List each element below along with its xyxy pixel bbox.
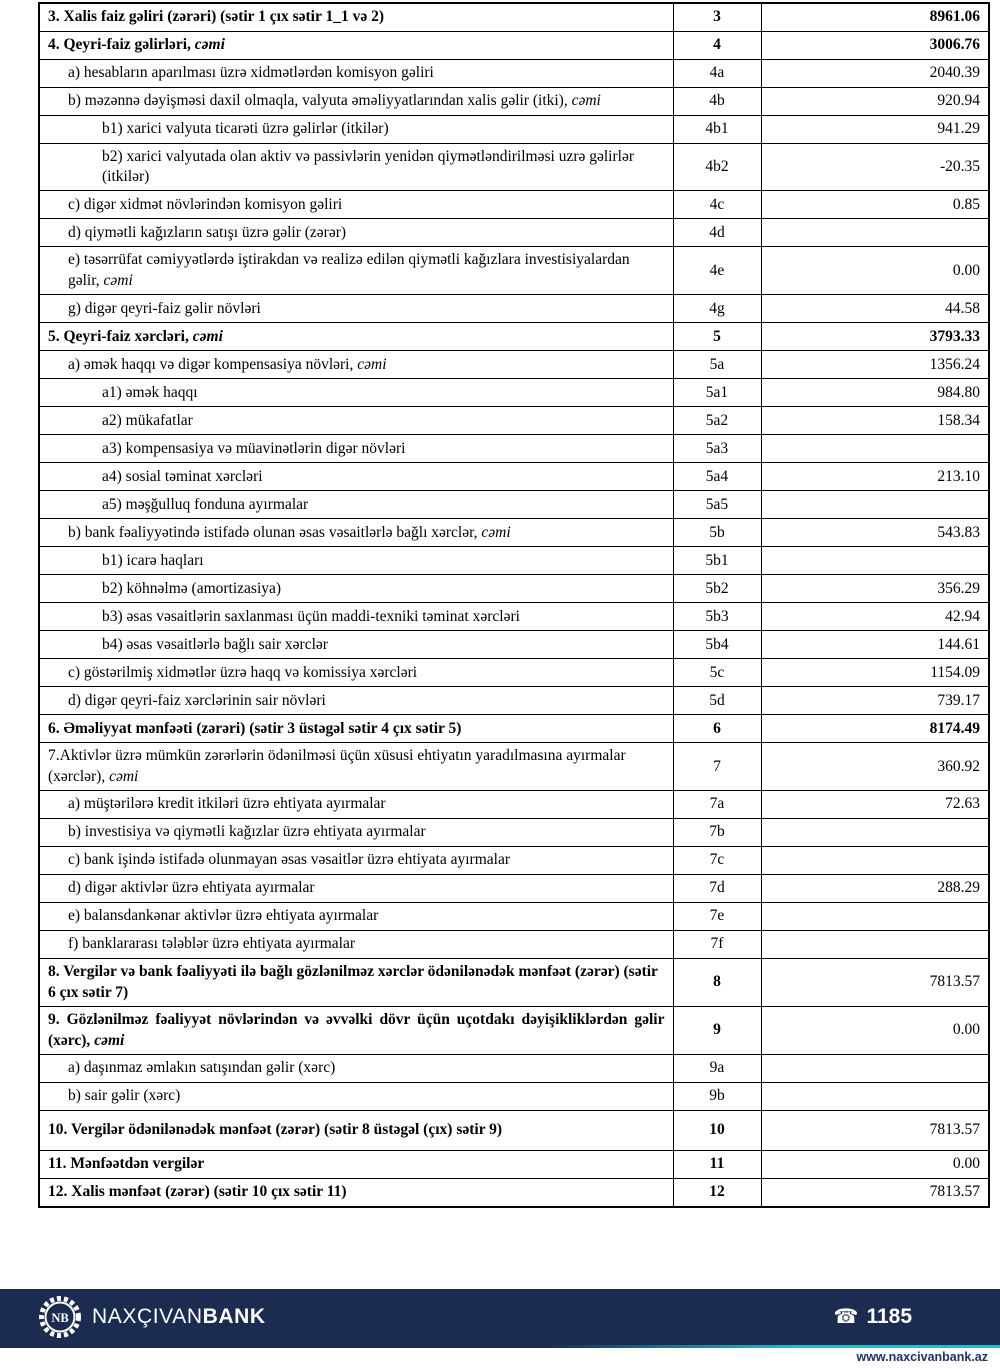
row-value: 0.00 (761, 1007, 989, 1055)
footer-bar (0, 1289, 1000, 1345)
table-row (39, 931, 989, 959)
row-value: 7813.57 (761, 1111, 989, 1151)
row-label: a) müştərilərə kredit itkiləri üzrə ehtiyata ayırmalar (39, 791, 673, 819)
bank-logo-icon (38, 1295, 82, 1339)
row-code: 5b1 (673, 547, 761, 575)
row-value: 1154.09 (761, 659, 989, 687)
row-label: d) digər qeyri-faiz xərclərinin sair növləri (39, 687, 673, 715)
row-code: 3 (673, 3, 761, 31)
row-value (761, 819, 989, 847)
row-value: 356.29 (761, 575, 989, 603)
row-value: 0.85 (761, 191, 989, 219)
table-row (39, 1111, 989, 1151)
row-value: 984.80 (761, 379, 989, 407)
row-code: 5b4 (673, 631, 761, 659)
row-code: 5 (673, 323, 761, 351)
row-code: 4b2 (673, 143, 761, 191)
row-value: 7813.57 (761, 959, 989, 1007)
row-label: c) göstərilmiş xidmətlər üzrə haqq və komissiya xərcləri (39, 659, 673, 687)
row-label: 6. Əməliyyat mənfəəti (zərəri) (sətir 3 üstəgəl sətir 4 çıx sətir 5) (39, 715, 673, 743)
row-code: 5c (673, 659, 761, 687)
table-row (39, 743, 989, 791)
row-value: -20.35 (761, 143, 989, 191)
row-label: 4. Qeyri-faiz gəlirləri, cəmi (39, 31, 673, 59)
row-value: 941.29 (761, 115, 989, 143)
row-code: 12 (673, 1179, 761, 1207)
row-code: 7c (673, 847, 761, 875)
table-row (39, 1007, 989, 1055)
row-code: 5d (673, 687, 761, 715)
row-label: g) digər qeyri-faiz gəlir növləri (39, 295, 673, 323)
table-row (39, 715, 989, 743)
row-label: d) digər aktivlər üzrə ehtiyata ayırmalar (39, 875, 673, 903)
table-row (39, 247, 989, 295)
row-value (761, 903, 989, 931)
report-table-body (39, 3, 989, 1207)
row-code: 7 (673, 743, 761, 791)
row-value (761, 1055, 989, 1083)
row-label: a) əmək haqqı və digər kompensasiya növləri, cəmi (39, 351, 673, 379)
row-value (761, 491, 989, 519)
row-value: 44.58 (761, 295, 989, 323)
row-label: a) hesabların aparılması üzrə xidmətlərdən komisyon gəliri (39, 59, 673, 87)
table-row (39, 791, 989, 819)
table-row (39, 143, 989, 191)
row-value: 3006.76 (761, 31, 989, 59)
table-row (39, 295, 989, 323)
row-label: e) balansdankənar aktivlər üzrə ehtiyata ayırmalar (39, 903, 673, 931)
row-code: 7d (673, 875, 761, 903)
row-value (761, 931, 989, 959)
row-code: 5a5 (673, 491, 761, 519)
row-label: 5. Qeyri-faiz xərcləri, cəmi (39, 323, 673, 351)
row-code: 6 (673, 715, 761, 743)
row-label: 3. Xalis faiz gəliri (zərəri) (sətir 1 çıx sətir 1_1 və 2) (39, 3, 673, 31)
row-label: 7.Aktivlər üzrə mümkün zərərlərin ödənilməsi üçün xüsusi ehtiyatın yaradılmasına ayırmalar (xərclər), cəmi (39, 743, 673, 791)
row-code: 4b1 (673, 115, 761, 143)
bank-name: NAXÇIVAN (92, 1305, 203, 1328)
row-label: b) investisiya və qiymətli kağızlar üzrə ehtiyata ayırmalar (39, 819, 673, 847)
row-code: 5b (673, 519, 761, 547)
row-code: 4e (673, 247, 761, 295)
row-label: 8. Vergilər və bank fəaliyyəti ilə bağlı gözlənilməz xərclər ödənilənədək mənfəət (zərər) (sətir 6 çıx sətir 7) (39, 959, 673, 1007)
table-row (39, 819, 989, 847)
row-label: b) sair gəlir (xərc) (39, 1083, 673, 1111)
row-code: 7e (673, 903, 761, 931)
row-code: 4c (673, 191, 761, 219)
table-row (39, 1083, 989, 1111)
row-label: 10. Vergilər ödənilənədək mənfəət (zərər) (sətir 8 üstəgəl (çıx) sətir 9) (39, 1111, 673, 1151)
table-row (39, 219, 989, 247)
row-value: 288.29 (761, 875, 989, 903)
table-row (39, 519, 989, 547)
row-code: 5a1 (673, 379, 761, 407)
row-code: 9a (673, 1055, 761, 1083)
row-label: b3) əsas vəsaitlərin saxlanması üçün maddi-texniki təminat xərcləri (39, 603, 673, 631)
row-value: 8174.49 (761, 715, 989, 743)
row-label: f) banklararası tələblər üzrə ehtiyata ayırmalar (39, 931, 673, 959)
row-label: a3) kompensasiya və müavinətlərin digər növləri (39, 435, 673, 463)
table-row (39, 875, 989, 903)
row-label: b1) xarici valyuta ticarəti üzrə gəlirlər (itkilər) (39, 115, 673, 143)
phone-icon: ☎ (833, 1306, 859, 1328)
row-label: a) daşınmaz əmlakın satışından gəlir (xərc) (39, 1055, 673, 1083)
table-row (39, 631, 989, 659)
row-value: 2040.39 (761, 59, 989, 87)
table-row (39, 847, 989, 875)
row-code: 9b (673, 1083, 761, 1111)
bank-brand (38, 1295, 266, 1339)
phone-contact (834, 1305, 912, 1329)
row-value (761, 847, 989, 875)
bank-wordmark (92, 1305, 266, 1329)
table-row (39, 903, 989, 931)
row-code: 4g (673, 295, 761, 323)
row-label: b2) köhnəlmə (amortizasiya) (39, 575, 673, 603)
accent-line (0, 1345, 1000, 1348)
row-value: 0.00 (761, 247, 989, 295)
row-label: b) bank fəaliyyətində istifadə olunan əsas vəsaitlərlə bağlı xərclər, cəmi (39, 519, 673, 547)
row-value: 144.61 (761, 631, 989, 659)
table-row (39, 59, 989, 87)
row-label: a1) əmək haqqı (39, 379, 673, 407)
row-code: 8 (673, 959, 761, 1007)
table-row (39, 491, 989, 519)
row-code: 10 (673, 1111, 761, 1151)
row-label: 11. Mənfəətdən vergilər (39, 1151, 673, 1179)
table-row (39, 31, 989, 59)
row-code: 4d (673, 219, 761, 247)
financial-report-table (38, 2, 990, 1208)
row-label: d) qiymətli kağızların satışı üzrə gəlir (zərər) (39, 219, 673, 247)
table-row (39, 687, 989, 715)
row-value (761, 1083, 989, 1111)
row-label: a2) mükafatlar (39, 407, 673, 435)
table-row (39, 323, 989, 351)
row-code: 4 (673, 31, 761, 59)
row-value: 0.00 (761, 1151, 989, 1179)
table-row (39, 379, 989, 407)
row-value: 739.17 (761, 687, 989, 715)
table-row (39, 115, 989, 143)
row-label: a4) sosial təminat xərcləri (39, 463, 673, 491)
table-row (39, 435, 989, 463)
table-row (39, 603, 989, 631)
row-value: 1356.24 (761, 351, 989, 379)
website-url: www.naxcivanbank.az (856, 1350, 988, 1364)
row-value: 8961.06 (761, 3, 989, 31)
row-code: 7b (673, 819, 761, 847)
row-value: 3793.33 (761, 323, 989, 351)
row-label: e) təsərrüfat cəmiyyətlərdə iştirakdan və realizə edilən qiymətli kağızlara investisiyalardan gəlir, cəmi (39, 247, 673, 295)
table-row (39, 3, 989, 31)
table-row (39, 191, 989, 219)
row-label: b1) icarə haqları (39, 547, 673, 575)
table-row (39, 1179, 989, 1207)
row-value: 543.83 (761, 519, 989, 547)
row-value: 920.94 (761, 87, 989, 115)
row-label: a5) məşğulluq fonduna ayırmalar (39, 491, 673, 519)
bank-name-suffix: BANK (202, 1305, 266, 1328)
table-row (39, 959, 989, 1007)
row-value: 360.92 (761, 743, 989, 791)
table-row (39, 1151, 989, 1179)
row-value (761, 219, 989, 247)
row-label: c) bank işində istifadə olunmayan əsas vəsaitlər üzrə ehtiyata ayırmalar (39, 847, 673, 875)
row-value: 7813.57 (761, 1179, 989, 1207)
row-label: c) digər xidmət növlərindən komisyon gəliri (39, 191, 673, 219)
row-value (761, 547, 989, 575)
table-row (39, 659, 989, 687)
table-row (39, 575, 989, 603)
row-code: 5a2 (673, 407, 761, 435)
row-code: 5a4 (673, 463, 761, 491)
table-row (39, 547, 989, 575)
row-code: 9 (673, 1007, 761, 1055)
row-code: 4b (673, 87, 761, 115)
bank-logo-monogram: NB (51, 1311, 69, 1325)
row-code: 5b2 (673, 575, 761, 603)
table-row (39, 351, 989, 379)
row-value: 158.34 (761, 407, 989, 435)
row-code: 11 (673, 1151, 761, 1179)
phone-number: 1185 (866, 1305, 912, 1328)
table-row (39, 1055, 989, 1083)
row-label: b2) xarici valyutada olan aktiv və passivlərin yenidən qiymətləndirilməsi uzrə gəlirlər (itkilər) (39, 143, 673, 191)
row-code: 5b3 (673, 603, 761, 631)
row-code: 5a (673, 351, 761, 379)
table-row (39, 87, 989, 115)
row-label: 12. Xalis mənfəət (zərər) (sətir 10 çıx sətir 11) (39, 1179, 673, 1207)
row-label: b4) əsas vəsaitlərlə bağlı sair xərclər (39, 631, 673, 659)
table-row (39, 463, 989, 491)
table-row (39, 407, 989, 435)
row-value (761, 435, 989, 463)
row-value: 213.10 (761, 463, 989, 491)
row-value: 42.94 (761, 603, 989, 631)
row-code: 5a3 (673, 435, 761, 463)
row-label: b) məzənnə dəyişməsi daxil olmaqla, valyuta əməliyyatlarından xalis gəlir (itki), cəmi (39, 87, 673, 115)
row-value: 72.63 (761, 791, 989, 819)
row-label: 9. Gözlənilməz fəaliyyət növlərindən və əvvəlki dövr üçün uçotdakı dəyişikliklərdən gəlir (xərc), cəmi (39, 1007, 673, 1055)
row-code: 4a (673, 59, 761, 87)
row-code: 7a (673, 791, 761, 819)
row-code: 7f (673, 931, 761, 959)
